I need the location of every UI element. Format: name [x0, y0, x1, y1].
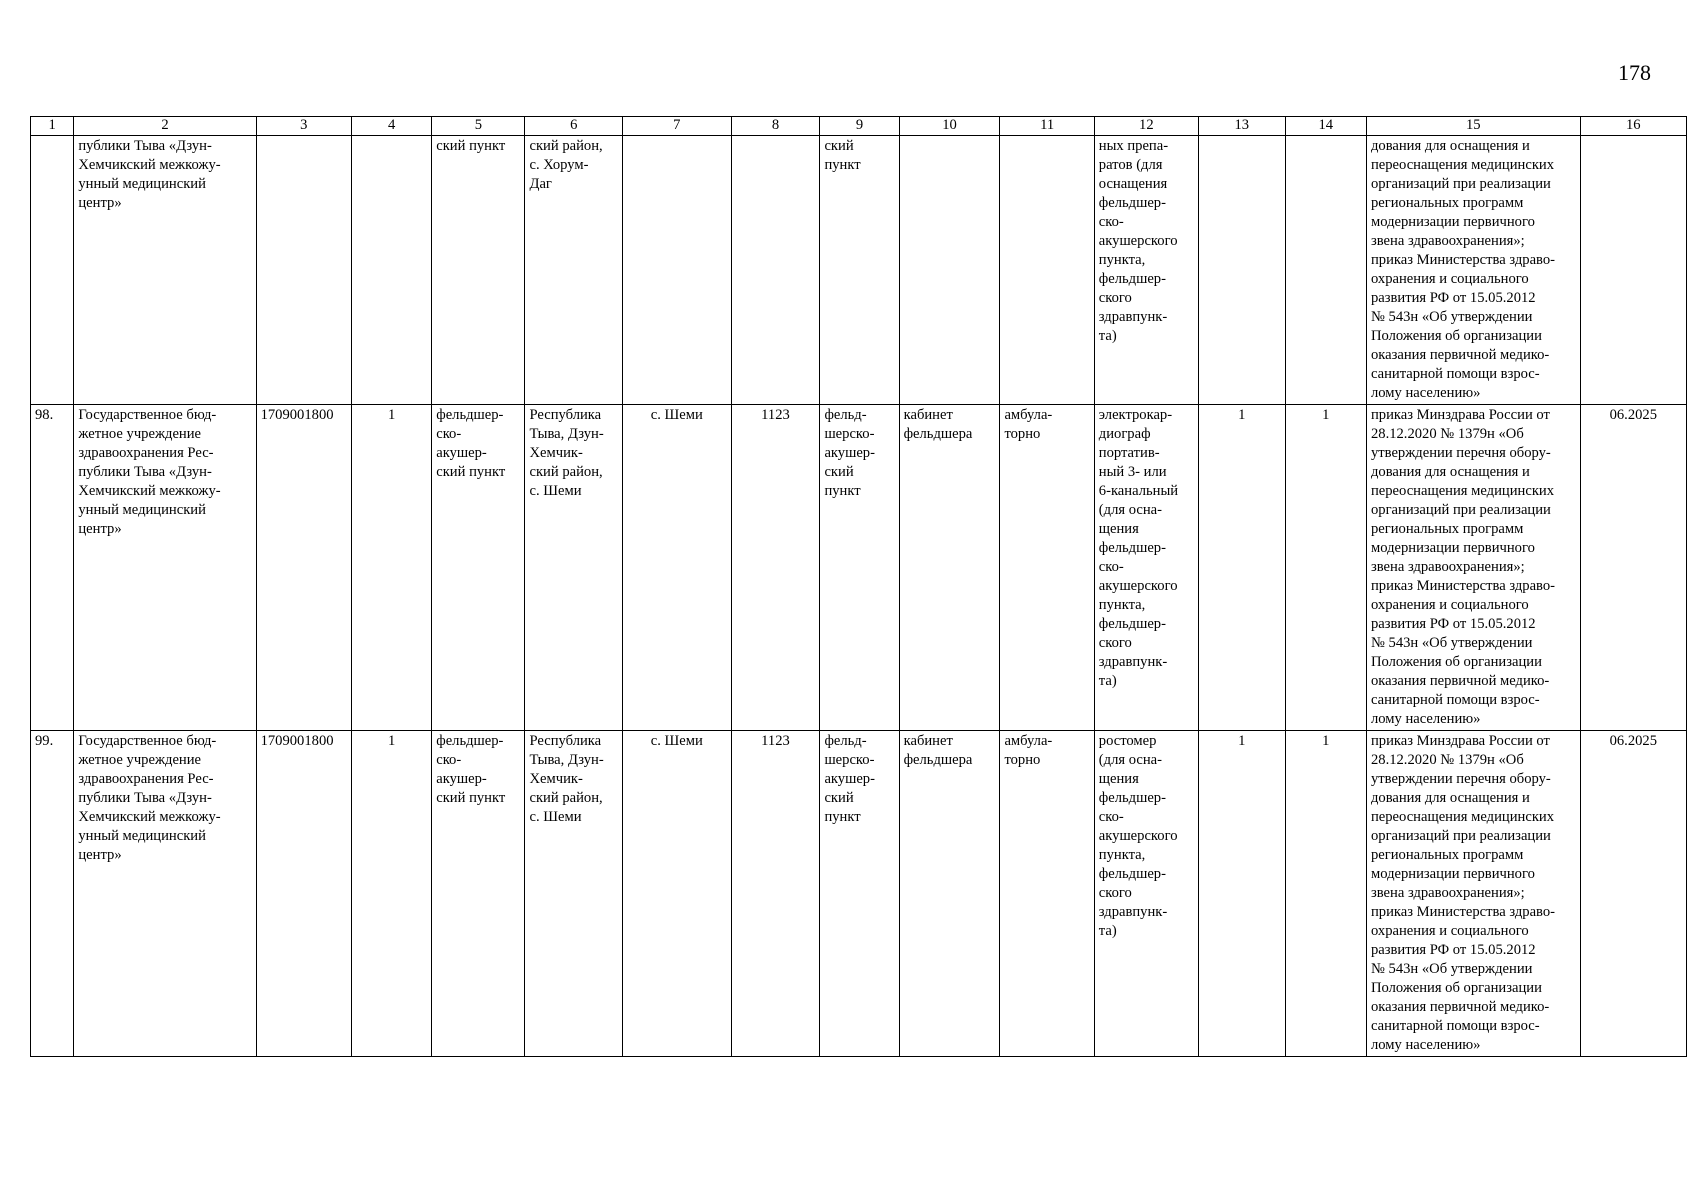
row-number-cell [31, 136, 74, 405]
column-number: 15 [1366, 117, 1580, 136]
table-row [31, 731, 1687, 1057]
room-cell: кабинет фельдшера [899, 731, 1000, 1057]
column-number: 2 [74, 117, 256, 136]
quantity-cell [351, 136, 431, 405]
column-number: 8 [731, 117, 820, 136]
column-number: 1 [31, 117, 74, 136]
column-number: 14 [1285, 117, 1366, 136]
mode-cell: амбула- торно [1000, 731, 1094, 1057]
mode-cell [1000, 136, 1094, 405]
count-cell [1198, 136, 1285, 405]
code-cell: 1123 [731, 731, 820, 1057]
division-cell: фельд- шерско- акушер- ский пункт [820, 405, 899, 731]
count-cell: 1 [1285, 405, 1366, 731]
column-number: 9 [820, 117, 899, 136]
inn-cell [256, 136, 351, 405]
organization-cell: Государственное бюд- жетное учреждение здравоохранения Рес- публики Тыва «Дзун- Хемчикский межкожу- унный медицинский центр» [74, 405, 256, 731]
date-cell: 06.2025 [1580, 405, 1686, 731]
inn-cell: 1709001800 [256, 731, 351, 1057]
inn-cell: 1709001800 [256, 405, 351, 731]
row-number-cell: 98. [31, 405, 74, 731]
equipment-cell: ростомер (для осна- щения фельдшер- ско- акушерского пункта, фельдшер- ского здравпунк- та) [1094, 731, 1198, 1057]
organization-cell: Государственное бюд- жетное учреждение здравоохранения Рес- публики Тыва «Дзун- Хемчикский межкожу- унный медицинский центр» [74, 731, 256, 1057]
column-number: 3 [256, 117, 351, 136]
basis-cell: приказ Минздрава России от 28.12.2020 № 1379н «Об утверждении перечня обору- дования для оснащения и переоснащения медицинских организаций при реализации региональных программ модернизации первичного звена здравоохранения»; приказ Министерства здраво- охранения и социального развития РФ от 15.05.2012 № 543н «Об утверждении Положения об организации оказания первичной медико- санитарной помощи взрос- лому населению» [1366, 731, 1580, 1057]
page-number: 178 [1618, 60, 1651, 85]
count-cell [1285, 136, 1366, 405]
count-cell: 1 [1285, 731, 1366, 1057]
basis-cell: дования для оснащения и переоснащения медицинских организаций при реализации региональных программ модернизации первичного звена здравоохранения»; приказ Министерства здраво- охранения и социального развития РФ от 15.05.2012 № 543н «Об утверждении Положения об организации оказания первичной медико- санитарной помощи взрос- лому населению» [1366, 136, 1580, 405]
date-cell: 06.2025 [1580, 731, 1686, 1057]
column-number: 13 [1198, 117, 1285, 136]
code-cell: 1123 [731, 405, 820, 731]
quantity-cell: 1 [351, 731, 431, 1057]
address-cell: Республика Тыва, Дзун- Хемчик- ский район, с. Шеми [525, 731, 623, 1057]
equipment-cell: ных препа- ратов (для оснащения фельдшер- ско- акушерского пункта, фельдшер- ского здравпунк- та) [1094, 136, 1198, 405]
quantity-cell: 1 [351, 405, 431, 731]
date-cell [1580, 136, 1686, 405]
column-number: 4 [351, 117, 431, 136]
column-number: 16 [1580, 117, 1686, 136]
unit-type-cell: ский пункт [432, 136, 525, 405]
column-number: 5 [432, 117, 525, 136]
column-number: 6 [525, 117, 623, 136]
column-number: 7 [623, 117, 731, 136]
table-row [31, 405, 1687, 731]
organization-cell: публики Тыва «Дзун- Хемчикский межкожу- унный медицинский центр» [74, 136, 256, 405]
count-cell: 1 [1198, 405, 1285, 731]
code-cell [731, 136, 820, 405]
equipment-cell: электрокар- диограф портатив- ный 3- или 6-канальный (для осна- щения фельдшер- ско- акушерского пункта, фельдшер- ского здравпунк- та) [1094, 405, 1198, 731]
division-cell: ский пункт [820, 136, 899, 405]
settlement-cell [623, 136, 731, 405]
column-number: 11 [1000, 117, 1094, 136]
column-number: 12 [1094, 117, 1198, 136]
column-number-row [31, 117, 1687, 136]
room-cell: кабинет фельдшера [899, 405, 1000, 731]
mode-cell: амбула- торно [1000, 405, 1094, 731]
address-cell: Республика Тыва, Дзун- Хемчик- ский район, с. Шеми [525, 405, 623, 731]
room-cell [899, 136, 1000, 405]
equipment-table [30, 116, 1687, 1057]
address-cell: ский район, с. Хорум- Даг [525, 136, 623, 405]
basis-cell: приказ Минздрава России от 28.12.2020 № 1379н «Об утверждении перечня обору- дования для оснащения и переоснащения медицинских организаций при реализации региональных программ модернизации первичного звена здравоохранения»; приказ Министерства здраво- охранения и социального развития РФ от 15.05.2012 № 543н «Об утверждении Положения об организации оказания первичной медико- санитарной помощи взрос- лому населению» [1366, 405, 1580, 731]
unit-type-cell: фельдшер- ско- акушер- ский пункт [432, 405, 525, 731]
count-cell: 1 [1198, 731, 1285, 1057]
settlement-cell: с. Шеми [623, 405, 731, 731]
row-number-cell: 99. [31, 731, 74, 1057]
table-row [31, 136, 1687, 405]
column-number: 10 [899, 117, 1000, 136]
division-cell: фельд- шерско- акушер- ский пункт [820, 731, 899, 1057]
unit-type-cell: фельдшер- ско- акушер- ский пункт [432, 731, 525, 1057]
settlement-cell: с. Шеми [623, 731, 731, 1057]
